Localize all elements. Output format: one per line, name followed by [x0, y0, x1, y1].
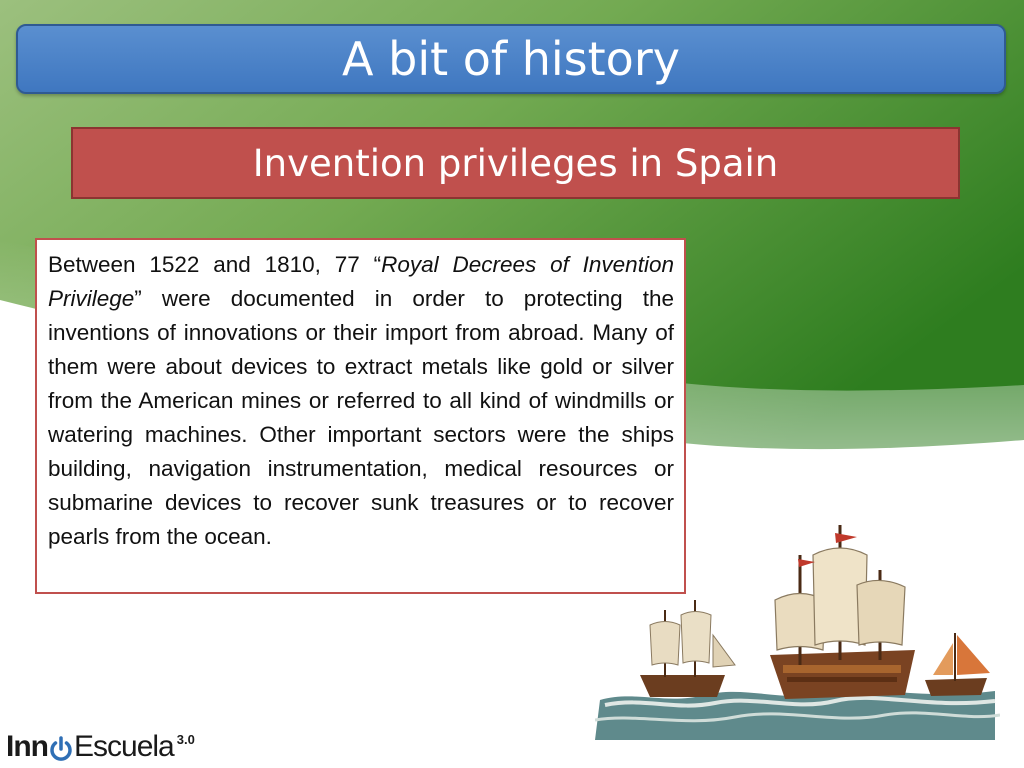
body-text-part3: ” were documented in order to protecting the inventions of innovations or their import from abroad. Many of them were about devices to extract metals like gold or silver from the American mines or referred to all kind of windmills or watering machines. Other important sectors were the ships building, navigation instrumentation, medical resources or submarine devices to recover sunk treasures or to recover pearls from the ocean. [48, 286, 674, 549]
logo-version: 3.0 [176, 732, 195, 747]
body-text-part1: Between 1522 and 1810, 77 “ [48, 252, 382, 277]
body-text-box [35, 238, 686, 594]
body-paragraph [48, 248, 674, 554]
logo-text-inn: Inn [6, 730, 48, 763]
body-text-italic: Royal Decrees of Invention Privilege [48, 252, 674, 311]
sailing-ships-illustration [595, 515, 1000, 740]
slide-subtitle: Invention privileges in Spain [252, 141, 779, 185]
innoescuela-logo [6, 730, 195, 764]
logo-text-escuela: Escuela [74, 730, 174, 763]
subtitle-box [71, 127, 960, 199]
power-icon [48, 730, 74, 764]
title-bar [16, 24, 1006, 94]
slide-title: A bit of history [342, 32, 680, 86]
